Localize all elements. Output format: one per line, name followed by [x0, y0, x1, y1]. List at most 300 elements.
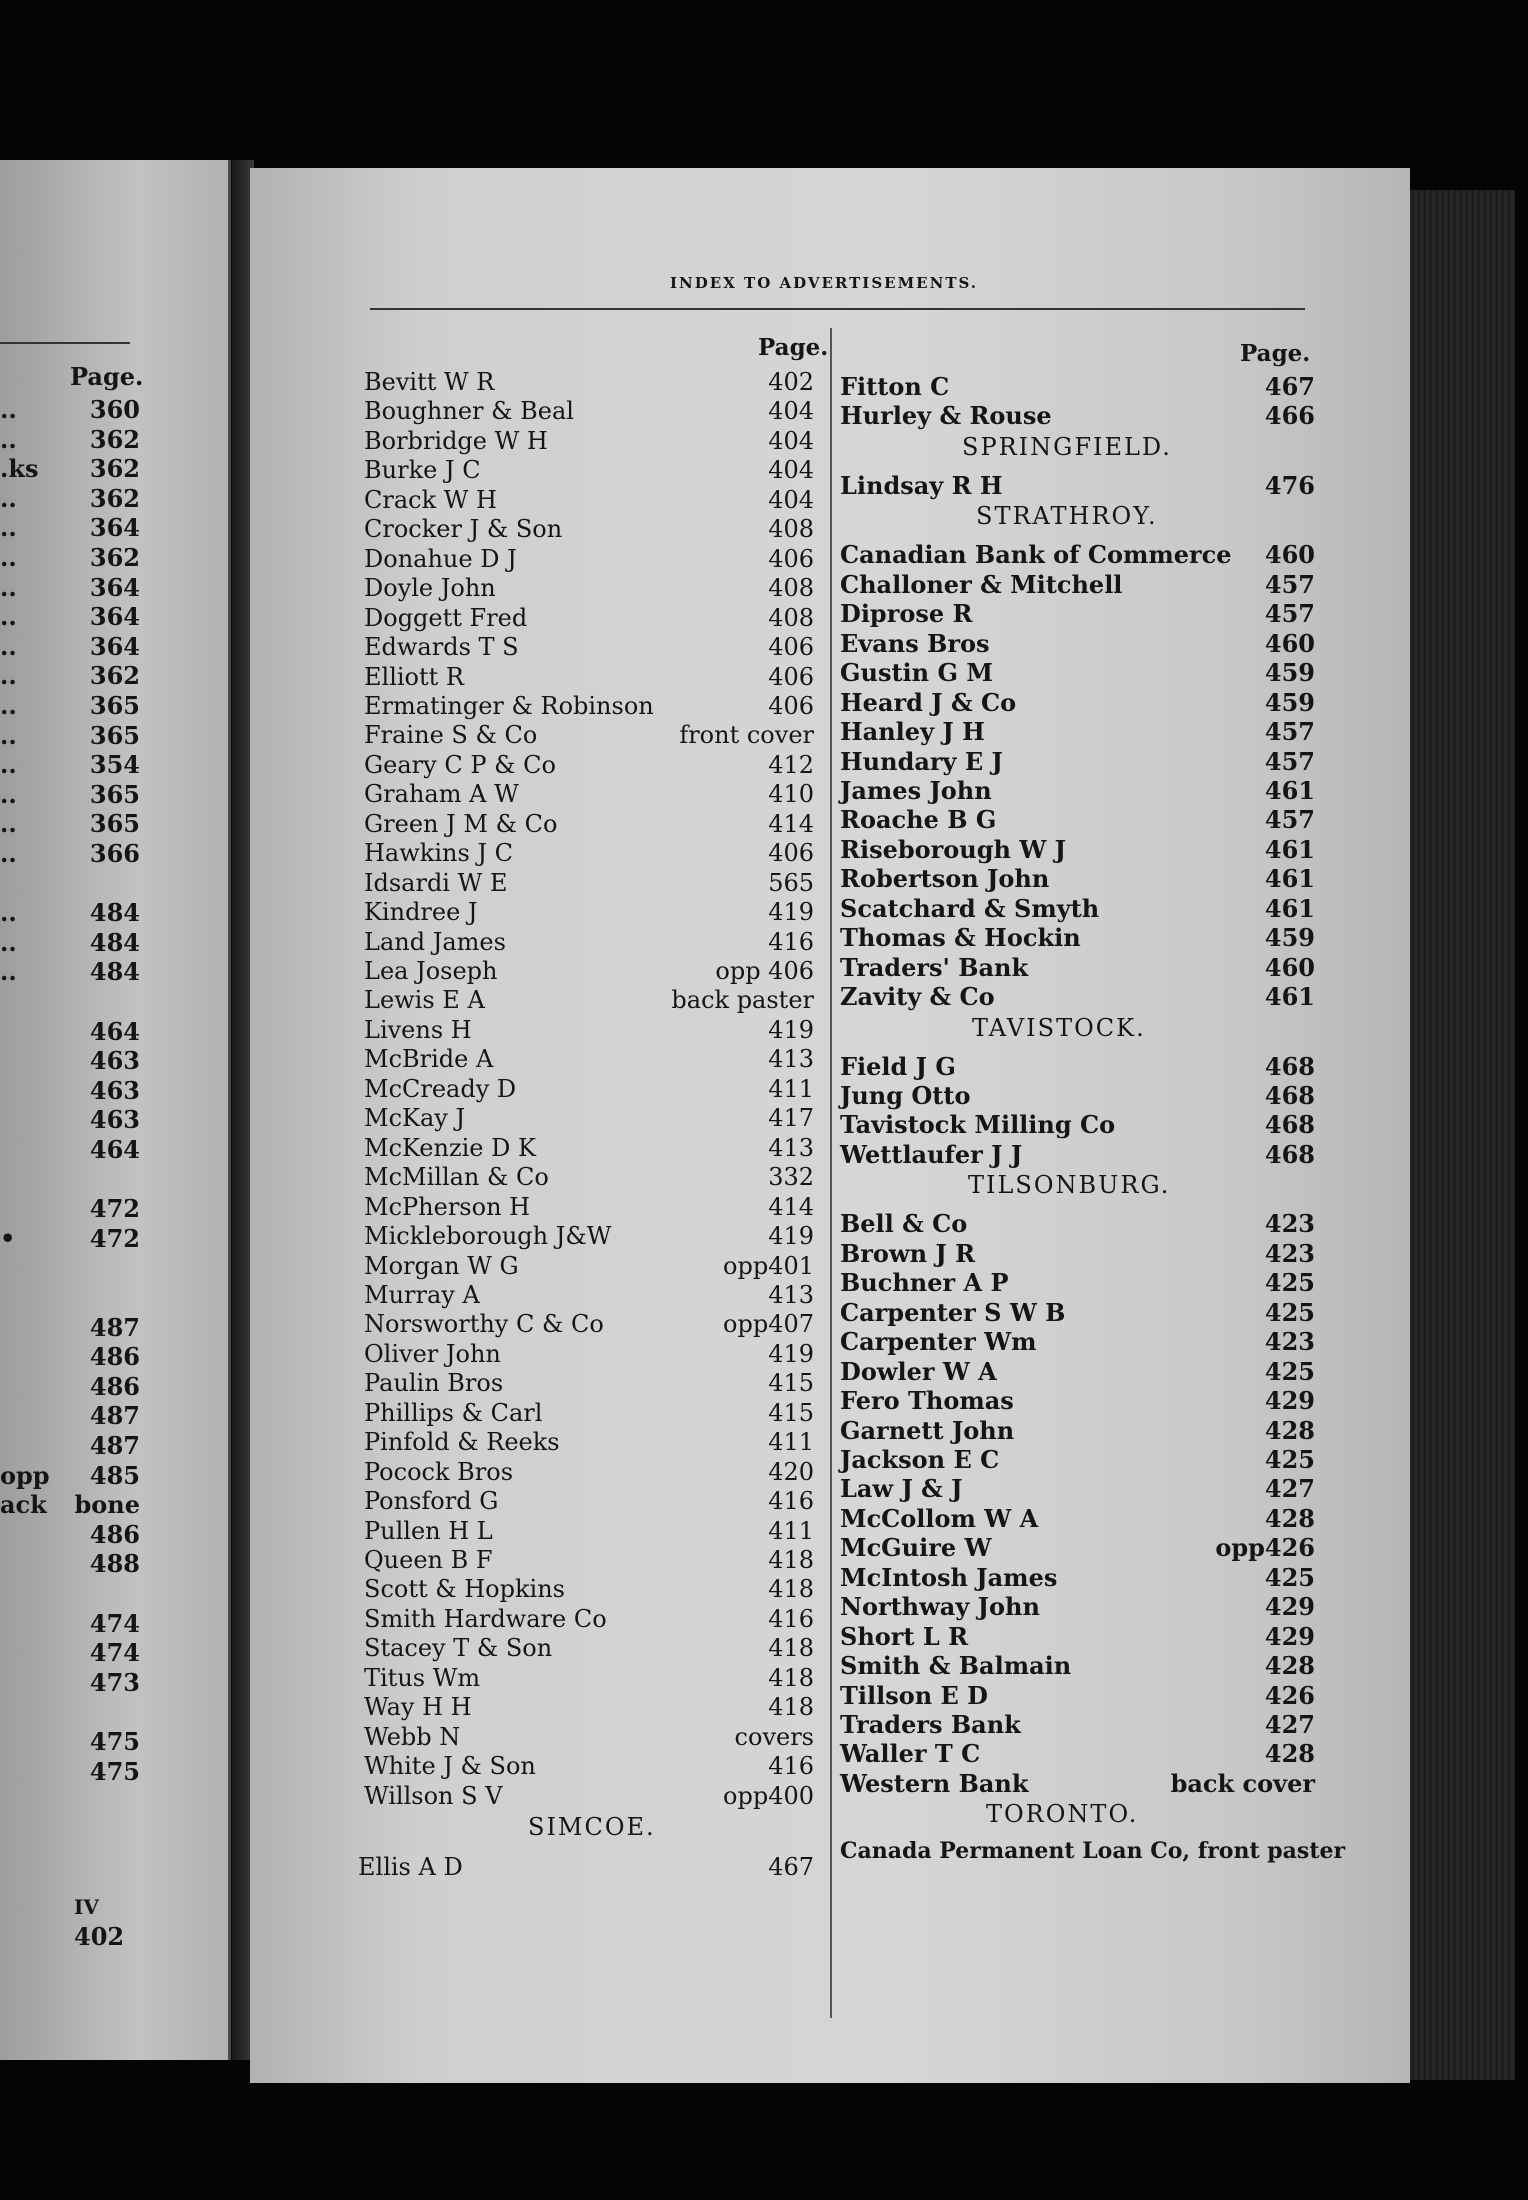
left-index-row [0, 395, 140, 425]
left-index-row [0, 513, 140, 543]
entry-name: Bell & Co [840, 1209, 968, 1239]
left-row-page: 475 [89, 1727, 140, 1756]
entry-name: Smith Hardware Co [364, 1604, 607, 1633]
index-entry [364, 1634, 814, 1664]
section-heading-springfield: SPRINGFIELD. [962, 432, 1172, 461]
left-row-page: 365 [89, 809, 140, 839]
index-entry [364, 1428, 814, 1458]
left-row-page: 463 [89, 1105, 140, 1135]
entry-page: opp401 [723, 1251, 814, 1280]
left-index-row [0, 1697, 140, 1727]
left-page-label: Page. [70, 362, 144, 391]
left-row-text: .. [0, 750, 17, 780]
entry-page: 406 [768, 544, 814, 573]
index-entry [364, 604, 814, 634]
entry-page: 468 [1264, 1139, 1315, 1169]
left-row-text: .ks [0, 454, 39, 484]
entry-name: McCready D [364, 1074, 517, 1103]
entry-page: 425 [1264, 1356, 1315, 1386]
entry-name: White J & Son [364, 1752, 536, 1781]
left-row-page: 486 [89, 1371, 140, 1401]
left-index-row [0, 632, 140, 662]
index-entry [840, 1268, 1315, 1298]
index-entry [840, 1769, 1315, 1799]
left-index-row [0, 1638, 140, 1668]
index-entry [840, 570, 1315, 600]
entry-name: Gustin G M [840, 658, 993, 688]
left-index-row [0, 1194, 140, 1224]
index-entry [364, 397, 814, 427]
entry-name: Buchner A P [840, 1268, 1009, 1298]
entry-name: Scatchard & Smyth [840, 893, 1100, 923]
entry-page: 404 [768, 426, 814, 455]
index-entry [364, 928, 814, 958]
entry-name: Heard J & Co [840, 687, 1017, 717]
entry-page: 429 [1264, 1621, 1315, 1651]
index-entry [364, 1693, 814, 1723]
entry-page: 457 [1264, 746, 1315, 776]
index-entry [840, 1081, 1315, 1111]
entry-page: 429 [1264, 1592, 1315, 1622]
index-entry [840, 540, 1315, 570]
index-entry [840, 1533, 1315, 1563]
entry-name: Hurley & Rouse [840, 401, 1052, 431]
index-entry [840, 805, 1315, 835]
left-row-page: 475 [89, 1756, 140, 1786]
index-entry [364, 1575, 814, 1605]
left-row-text: .. [0, 691, 17, 720]
entry-page: 413 [768, 1280, 814, 1309]
entry-page: 416 [768, 1604, 814, 1633]
entry-name: Evans Bros [840, 628, 990, 658]
entry-page: 429 [1264, 1386, 1315, 1416]
entry-name: Ponsford G [364, 1487, 499, 1516]
left-row-page: 484 [89, 927, 140, 957]
entry-name: McMillan & Co [364, 1163, 549, 1192]
entry-page: 428 [1264, 1415, 1315, 1445]
left-index-row [0, 1046, 140, 1076]
entry-name: Willson S V [364, 1781, 503, 1810]
entry-page: 418 [768, 1663, 814, 1692]
entry-page: 418 [768, 1546, 814, 1574]
entry-name: Jackson E C [840, 1444, 1000, 1474]
left-index-row [0, 543, 140, 573]
entry-page: 428 [1264, 1739, 1315, 1769]
left-row-page: 487 [89, 1312, 140, 1342]
entry-name: Graham A W [364, 780, 519, 809]
left-row-text: .. [0, 661, 17, 691]
left-row-text: • [0, 1223, 16, 1253]
index-entry [840, 953, 1315, 983]
entry-name: Doyle John [364, 574, 496, 603]
left-index-row [0, 691, 140, 721]
entry-page: 461 [1264, 864, 1315, 894]
entry-name: Pocock Bros [364, 1457, 514, 1486]
index-entry [840, 1504, 1315, 1534]
entry-name: Pinfold & Reeks [364, 1428, 560, 1457]
entry-name: Fero Thomas [840, 1386, 1014, 1416]
left-row-text: .. [0, 720, 17, 750]
entry-page: 425 [1264, 1444, 1315, 1474]
index-entry [364, 1310, 814, 1340]
entry-name: Paulin Bros [364, 1369, 504, 1398]
entry-name: Webb N [364, 1722, 461, 1751]
index-entry [364, 1752, 814, 1782]
left-index-row [0, 987, 140, 1017]
index-entry [840, 1416, 1315, 1446]
entry-page: 332 [768, 1163, 814, 1192]
entry-page: 402 [768, 368, 814, 396]
entry-name: Boughner & Beal [364, 397, 574, 426]
entry-page: 404 [768, 456, 814, 485]
left-index-row [0, 1401, 140, 1431]
index-entry [840, 894, 1315, 924]
entry-name: Donahue D J [364, 544, 517, 573]
entry-name: Robertson John [840, 864, 1050, 894]
index-entry [364, 1458, 814, 1488]
left-row-page: 364 [89, 572, 140, 602]
entry-page: 460 [1264, 952, 1315, 982]
index-entry [840, 1622, 1315, 1652]
entry-name: Roache B G [840, 805, 997, 835]
entry-page: 565 [768, 868, 814, 897]
left-row-text: .. [0, 839, 17, 868]
left-row-text: .. [0, 395, 17, 424]
left-row-text: .. [0, 898, 17, 928]
entry-page: 468 [1264, 1051, 1315, 1081]
left-row-page: 362 [89, 424, 140, 454]
left-row-page: bone [74, 1490, 140, 1520]
left-index-row [0, 928, 140, 958]
col1-page-label: Page. [758, 334, 829, 361]
index-entry [364, 486, 814, 516]
left-index-row [0, 1520, 140, 1550]
entry-name: Hanley J H [840, 717, 985, 747]
index-entry [364, 1782, 814, 1812]
entry-name: Crack W H [364, 485, 497, 514]
entry-page: 419 [768, 1015, 814, 1044]
entry-page: 461 [1264, 893, 1315, 923]
index-entry [364, 751, 814, 781]
header-rule [370, 308, 1305, 310]
index-entry [364, 663, 814, 693]
left-index-row [0, 1431, 140, 1461]
entry-page: front cover [679, 721, 814, 750]
entry-page: 408 [768, 574, 814, 603]
index-entry [364, 1487, 814, 1517]
left-header-rule [0, 342, 130, 344]
entry-name: Titus Wm [364, 1663, 481, 1692]
index-entry [364, 1723, 814, 1753]
left-index-row [0, 1342, 140, 1372]
entry-name: Mickleborough J&W [364, 1222, 612, 1251]
index-entry [840, 688, 1315, 718]
right-page [250, 168, 1410, 2083]
index-entry [364, 1075, 814, 1105]
entry-name: Borbridge W H [364, 426, 548, 455]
left-row-page: 364 [89, 631, 140, 661]
left-index-row [0, 1313, 140, 1343]
entry-page: 460 [1264, 540, 1315, 570]
entry-page: 423 [1264, 1238, 1315, 1268]
entry-name: Smith & Balmain [840, 1651, 1072, 1681]
section-heading-tilsonburg: TILSONBURG. [968, 1171, 1171, 1200]
entry-page: back cover [1170, 1768, 1315, 1798]
entry-name: Carpenter S W B [840, 1297, 1066, 1327]
left-index-row [0, 721, 140, 751]
index-entry [840, 401, 1315, 431]
left-roman-page: 402 [74, 1922, 125, 1951]
index-entry [364, 957, 814, 987]
entry-name: Kindree J [364, 898, 478, 927]
entry-name: Traders' Bank [840, 952, 1029, 982]
entry-name: Riseborough W J [840, 834, 1066, 864]
left-index-row [0, 484, 140, 514]
index-entry [364, 1664, 814, 1694]
entry-name: Way H H [364, 1693, 472, 1722]
entry-page: 461 [1264, 982, 1315, 1012]
entry-page: 417 [768, 1104, 814, 1133]
entry-name: McKay J [364, 1104, 466, 1133]
left-row-page: 364 [89, 513, 140, 543]
entry-name: Northway John [840, 1592, 1040, 1622]
index-entry [364, 1399, 814, 1429]
index-entry [364, 427, 814, 457]
entry-page: 406 [768, 662, 814, 691]
entry-page: back paster [671, 986, 814, 1015]
left-index-row [0, 750, 140, 780]
entry-name: Tavistock Milling Co [840, 1110, 1116, 1140]
left-roman-numeral: IV [74, 1895, 99, 1919]
left-row-text: opp [0, 1460, 50, 1490]
left-row-text: .. [0, 957, 17, 987]
left-row-text: .. [0, 424, 17, 454]
entry-name: Ermatinger & Robinson [364, 691, 654, 720]
entry-page: 406 [768, 633, 814, 662]
left-index-row [0, 1490, 140, 1520]
entry-name: Hawkins J C [364, 839, 514, 868]
index-entry [840, 599, 1315, 629]
index-entry [840, 1710, 1315, 1740]
left-row-page: 473 [89, 1667, 140, 1697]
left-index-row [0, 1668, 140, 1698]
entry-name: Burke J C [364, 456, 481, 485]
col2-page-label: Page. [1240, 340, 1311, 367]
index-entry [364, 1369, 814, 1399]
left-index-row [0, 602, 140, 632]
entry-name: Murray A [364, 1280, 480, 1309]
entry-page: opp426 [1215, 1533, 1315, 1563]
page-title: INDEX TO ADVERTISEMENTS. [670, 274, 979, 292]
index-entry [840, 1563, 1315, 1593]
left-index-row [0, 1165, 140, 1195]
index-entry [364, 456, 814, 486]
entry-name: Lewis E A [364, 986, 485, 1015]
left-index-row [0, 869, 140, 899]
entry-page: 404 [768, 485, 814, 514]
left-row-text: ack [0, 1490, 47, 1520]
left-row-page: 360 [89, 395, 140, 424]
index-entry [840, 1052, 1315, 1082]
index-entry [364, 692, 814, 722]
left-row-page: 365 [89, 779, 140, 809]
left-index-row [0, 1076, 140, 1106]
index-entry [364, 1163, 814, 1193]
left-index-row [0, 898, 140, 928]
entry-name: Phillips & Carl [364, 1398, 543, 1427]
left-index-row [0, 1609, 140, 1639]
entry-page: 406 [768, 691, 814, 720]
left-row-page: 488 [89, 1549, 140, 1579]
left-index-row [0, 780, 140, 810]
index-entry [364, 515, 814, 545]
entry-page: 413 [768, 1133, 814, 1162]
left-row-page: 484 [89, 957, 140, 987]
index-entry [840, 372, 1315, 402]
entry-page: 461 [1264, 775, 1315, 805]
entry-page: 427 [1264, 1474, 1315, 1504]
entry-name: Geary C P & Co [364, 750, 556, 779]
entry-page: 419 [768, 1222, 814, 1251]
left-index-row [0, 1549, 140, 1579]
entry-name: Wettlaufer J J [840, 1139, 1023, 1169]
entry-name: McIntosh James [840, 1562, 1058, 1592]
entry-name: Fraine S & Co [364, 721, 538, 750]
index-entry [840, 1298, 1315, 1328]
entry-name: Elliott R [364, 662, 464, 691]
left-row-text: .. [0, 631, 17, 661]
left-index-row [0, 1727, 140, 1757]
left-row-text: .. [0, 483, 17, 513]
entry-page: 466 [1264, 401, 1315, 431]
section-heading-simcoe: SIMCOE. [528, 1813, 656, 1842]
entry-name: Carpenter Wm [840, 1327, 1037, 1357]
index-entry [840, 835, 1315, 865]
left-row-page: 463 [89, 1046, 140, 1076]
section-heading-strathroy: STRATHROY. [976, 502, 1158, 531]
left-index-row [0, 573, 140, 603]
left-row-page: 472 [89, 1223, 140, 1253]
index-entry [364, 368, 814, 398]
entry-name: Norsworthy C & Co [364, 1310, 604, 1339]
entry-page: 411 [768, 1074, 814, 1103]
entry-page: 414 [768, 809, 814, 838]
left-row-page: 362 [89, 661, 140, 691]
index-entry [840, 1357, 1315, 1387]
index-entry [364, 545, 814, 575]
left-row-page: 487 [89, 1431, 140, 1460]
left-row-text: .. [0, 809, 17, 839]
entry-name: Challoner & Mitchell [840, 569, 1123, 599]
entry-page: 468 [1264, 1110, 1315, 1140]
entry-name: McGuire W [840, 1533, 992, 1563]
left-row-page: 366 [89, 839, 140, 868]
left-index-row [0, 1579, 140, 1609]
index-entry [840, 1651, 1315, 1681]
entry-name: Western Bank [840, 1768, 1029, 1798]
entry-page: 419 [768, 898, 814, 927]
left-index-row [0, 1017, 140, 1047]
index-entry [840, 864, 1315, 894]
left-row-page: 487 [89, 1401, 140, 1431]
entry-name: Jung Otto [840, 1081, 971, 1110]
entry-page: 459 [1264, 687, 1315, 717]
index-entry [364, 1340, 814, 1370]
entry-page: 406 [768, 839, 814, 868]
index-entry [364, 810, 814, 840]
left-index-row [0, 1135, 140, 1165]
entry-page: 457 [1264, 599, 1315, 629]
entry-name: Stacey T & Son [364, 1634, 553, 1663]
left-index-row [0, 839, 140, 869]
entry-name: McBride A [364, 1045, 494, 1074]
index-entry [840, 1386, 1315, 1416]
entry-name: Zavity & Co [840, 982, 995, 1012]
entry-name: Ellis A D [358, 1853, 463, 1882]
entry-page: 425 [1264, 1297, 1315, 1327]
left-row-page: 364 [89, 602, 140, 632]
entry-name: Short L R [840, 1621, 969, 1651]
left-row-page: 485 [89, 1460, 140, 1490]
entry-name: Scott & Hopkins [364, 1575, 565, 1604]
index-entry [840, 1239, 1315, 1269]
index-entry [364, 1605, 814, 1635]
entry-page: 416 [768, 1487, 814, 1516]
entry-name: Land James [364, 927, 506, 956]
section-heading-toronto: TORONTO. [986, 1800, 1139, 1829]
entry-name: Crocker J & Son [364, 515, 563, 544]
left-row-page: 463 [89, 1075, 140, 1105]
index-entry [840, 776, 1315, 806]
entry-page: 467 [768, 1853, 814, 1882]
index-entry [840, 1592, 1315, 1622]
left-row-text: .. [0, 779, 17, 809]
entry-name: Tillson E D [840, 1680, 988, 1710]
entry-page: 428 [1264, 1651, 1315, 1681]
index-entry [364, 898, 814, 928]
left-row-page: 362 [89, 483, 140, 513]
left-row-page: 464 [89, 1135, 140, 1164]
left-index-row [0, 957, 140, 987]
left-index-row [0, 1372, 140, 1402]
index-entry [840, 1209, 1315, 1239]
entry-name: McPherson H [364, 1192, 531, 1221]
left-row-text: .. [0, 602, 17, 632]
left-index-row [0, 1224, 140, 1254]
entry-page: 457 [1264, 717, 1315, 747]
index-entry [364, 633, 814, 663]
entry-page: 476 [1264, 470, 1315, 500]
left-row-page: 365 [89, 691, 140, 720]
index-entry [840, 1110, 1315, 1140]
index-entry [840, 1445, 1315, 1475]
index-entry [364, 1517, 814, 1547]
entry-page: 426 [1264, 1680, 1315, 1710]
left-row-text: .. [0, 513, 17, 543]
index-entry [840, 1739, 1315, 1769]
entry-name: Morgan W G [364, 1251, 519, 1280]
index-entry [364, 721, 814, 751]
entry-page: 416 [768, 1752, 814, 1781]
index-entry [364, 1281, 814, 1311]
entry-name: Diprose R [840, 599, 973, 629]
entry-page: 459 [1264, 923, 1315, 953]
entry-name: Field J G [840, 1051, 956, 1081]
entry-page: 411 [768, 1428, 814, 1457]
entry-name: Queen B F [364, 1546, 493, 1574]
entry-name: Green J M & Co [364, 809, 558, 838]
index-entry [364, 1045, 814, 1075]
